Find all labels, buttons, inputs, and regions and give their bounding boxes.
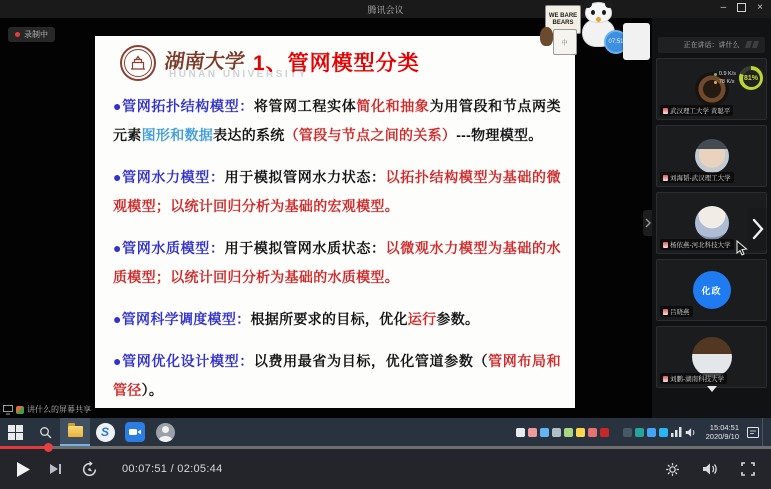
speaking-indicator [658,37,765,53]
folder-icon [68,426,83,437]
participant-nametag [660,239,734,250]
tray-icon[interactable] [600,428,609,437]
taskbar-meeting-app[interactable] [120,418,150,446]
player-time [122,463,223,475]
tray-icon[interactable] [576,428,585,437]
network-stats-widget [714,66,763,90]
participants-sidebar [652,18,771,418]
s-browser-icon: S [96,423,115,442]
taskbar-file-explorer[interactable] [60,418,90,446]
text-segment: 管网布局和管径 [113,353,561,398]
participant-avatar [695,139,729,173]
text-segment: 用于模拟管网水质状态： [224,240,386,256]
video-player-bar [0,446,771,489]
player-right-controls [665,462,755,477]
text-segment: 运行 [407,311,437,327]
next-button[interactable] [49,462,63,476]
university-seal-icon [119,44,157,82]
current-time: 00:07:51 [122,463,168,475]
stat-row [714,79,736,85]
volume-button[interactable] [702,462,719,476]
tray-group-2 [623,428,668,437]
slide-bullet [113,347,561,405]
presentation-slide [95,36,575,408]
slide-bullet [113,305,561,334]
participant-name: 刘鹏-湖南科技大学 [670,376,725,383]
replay-button[interactable] [81,461,98,478]
slide-bullet [113,92,561,150]
participant-avatar [695,206,729,240]
slide-bullets [113,92,561,418]
user-avatar-icon [156,423,175,442]
stat-value: 78 K/s [718,79,735,85]
text-segment: 图形和数据 [141,127,214,143]
window-title: 腾讯会议 [367,5,404,15]
participant-tile[interactable] [656,259,767,321]
tray-time: 15:04:51 [709,423,739,432]
university-name: 湖南大学 [163,49,247,73]
participant-avatar [693,271,731,309]
tray-icon[interactable] [588,428,597,437]
text-segment: 参数。 [436,311,480,327]
mic-icon [663,242,668,248]
window-titlebar [0,0,771,18]
stat-row [714,71,736,77]
taskbar-browser-app[interactable] [90,418,120,446]
player-controls [0,449,771,489]
sidebar-collapse-handle[interactable] [643,210,652,236]
slide-title: 1、管网模型分类 [253,52,420,75]
windows-logo-icon [8,425,23,440]
slide-bullet [113,163,561,221]
play-button[interactable] [16,461,31,478]
taskbar-search-button[interactable] [30,418,60,446]
recording-dot-icon [15,32,20,37]
text-segment: ）。 [141,382,164,398]
participant-name: 刘海韬-武汉理工大学 [670,175,731,182]
stat-dot-icon [714,81,717,84]
gallery-next-button[interactable] [748,208,768,250]
tray-volume-icon[interactable] [685,427,698,438]
tray-date: 2020/9/10 [705,432,739,441]
text-segment: 简化和抽象 [356,98,430,114]
settings-button[interactable] [665,462,680,477]
tray-icon[interactable] [540,428,549,437]
text-segment: 用于模拟管网水力状态： [224,169,386,185]
text-segment: 将管网工程实体 [253,98,357,114]
mic-icon [663,309,668,315]
tray-icon[interactable] [564,428,573,437]
avatar-text: 化政 [701,285,722,296]
participant-nametag [660,373,727,384]
start-button[interactable] [0,418,30,446]
text-segment: （管段与节点之间的关系） [284,127,457,143]
screen-share-banner [3,404,91,415]
mic-icon [663,175,668,181]
panda-head [585,2,612,23]
tray-group-1 [516,428,609,437]
participant-name: 吕晓燕 [670,309,690,316]
gear-icon [665,462,680,477]
text-segment: ●管网优化设计模型： [113,353,254,369]
recording-label: 录制中 [24,30,48,39]
participant-nametag [660,306,693,317]
participant-tile[interactable] [656,58,767,120]
stat-value: 0.9 K/s [718,71,736,77]
university-name-en: HUNAN UNIVERSITY [169,69,308,80]
window-controls [721,2,763,13]
clock-widget-time: 07:51 [608,39,624,45]
text-segment: ●管网科学调度模型： [113,311,251,327]
bears-sign-text: WE BARE BEARS [548,12,578,26]
total-duration: 02:05:44 [177,463,223,475]
tray-icon[interactable] [552,428,561,437]
chevron-right-icon [752,218,764,240]
tray-icon[interactable] [659,428,668,437]
panda-eye-icon [591,10,595,15]
percent-ring [739,66,763,90]
minimize-button[interactable]: – [720,2,727,13]
text-segment: 以拓扑结构模型为基础的微观模型；以统计回归分析为基础的宏观模型。 [113,169,561,214]
taskbar-user-app[interactable] [150,418,180,446]
show-desktop-button[interactable] [762,418,768,446]
share-app-icon [16,406,24,414]
maximize-icon[interactable] [737,3,746,12]
mouse-cursor [736,240,748,256]
fullscreen-icon [741,462,755,476]
speaking-indicator-text: 正在讲话：讲什么 [683,42,740,49]
white-card-sticker [623,23,650,60]
participant-name: 武汉理工大学 黄聪平 [670,108,731,115]
panda-snack-icon [596,17,601,22]
mahjong-card-text: 中 [561,40,569,47]
mic-icon [663,108,668,114]
search-icon [39,426,52,439]
text-segment: 为用管段和节点两类元素 [113,98,561,143]
panda-ear-icon [605,0,613,8]
text-segment: ●管网拓扑结构模型： [113,98,254,114]
participant-name: 杨依燕-河北科技大学 [670,242,731,249]
text-segment: ●管网水力模型： [113,169,225,185]
participant-tile[interactable] [656,326,767,388]
tencent-meeting-icon [125,422,145,442]
panda-eye-icon [602,10,606,15]
text-segment: 以费用最省为目标，优化管道参数（ [253,353,489,369]
text-segment: 根据所要求的目标，优化 [250,311,408,327]
tray-icon[interactable] [623,428,632,437]
tray-icon[interactable] [516,428,525,437]
percent-value: 81% [743,70,760,87]
close-button[interactable]: × [757,2,763,13]
mahjong-card-sticker [553,29,577,55]
volume-icon [702,462,719,476]
quote-icon [752,41,759,48]
network-icon[interactable] [671,427,682,437]
participant-nametag [660,105,733,116]
monitor-icon [3,405,13,415]
recording-badge [8,27,55,42]
text-segment: ●管网水质模型： [113,240,225,256]
windows-taskbar [0,418,771,446]
text-segment: 以微观水力模型为基础的水质模型；以统计回归分析为基础的水质模型。 [113,240,561,285]
time-separator: / [167,463,178,475]
action-center-icon[interactable] [747,427,759,438]
tray-clock[interactable] [706,423,739,441]
screen-share-text: 讲什么的屏幕共享 [27,405,91,414]
stat-dot-icon [714,73,717,76]
participant-tile[interactable] [656,125,767,187]
mic-icon [663,376,668,382]
brown-bear-sticker [540,27,553,46]
replay-clock-icon [81,461,98,478]
participant-nametag [660,172,734,183]
slide-bullet [113,234,561,292]
panda-ear-icon [584,0,592,8]
stats-rows [714,71,736,85]
tray-icon[interactable] [528,428,537,437]
next-icon [49,462,63,476]
participant-avatar [692,337,732,377]
scroll-down-indicator[interactable] [707,386,717,392]
system-tray [516,418,771,446]
tray-icon[interactable] [635,428,644,437]
play-icon [16,461,31,478]
text-segment: 表达的系统 [213,127,285,143]
text-segment: ---物理模型。 [456,127,543,143]
fullscreen-button[interactable] [741,462,755,476]
tray-icon[interactable] [647,428,656,437]
